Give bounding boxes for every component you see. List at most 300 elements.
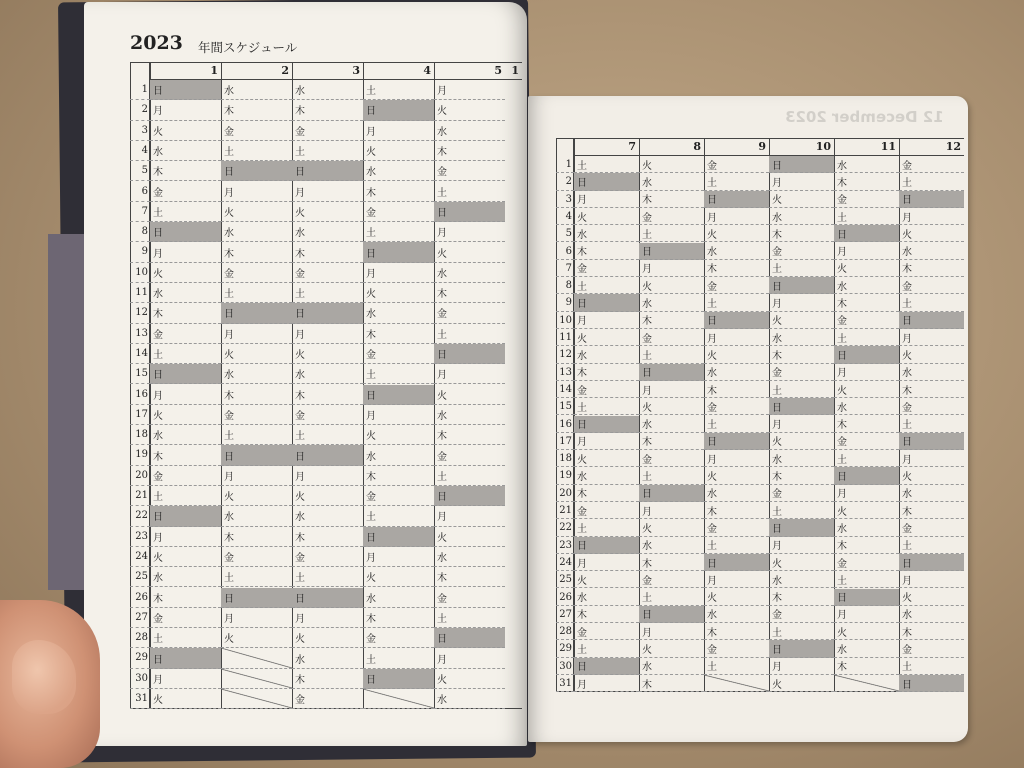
day-cell[interactable]: 月 [704, 329, 769, 346]
day-cell[interactable]: 木 [899, 623, 964, 640]
day-cell[interactable]: 日 [292, 445, 363, 465]
day-cell[interactable]: 月 [899, 571, 964, 588]
day-cell[interactable]: 土 [704, 173, 769, 190]
day-cell[interactable]: 水 [221, 80, 292, 100]
day-cell[interactable]: 土 [150, 628, 221, 648]
day-cell[interactable]: 木 [292, 669, 363, 689]
day-cell[interactable]: 日 [434, 202, 505, 222]
day-cell[interactable]: 土 [292, 283, 363, 303]
day-cell[interactable]: 金 [704, 640, 769, 657]
day-cell[interactable]: 火 [639, 277, 704, 294]
day-cell[interactable]: 日 [574, 416, 639, 433]
day-cell[interactable]: 日 [834, 589, 899, 606]
day-cell[interactable]: 水 [834, 640, 899, 657]
day-cell[interactable]: 木 [639, 191, 704, 208]
day-cell[interactable]: 土 [574, 156, 639, 173]
day-cell[interactable]: 金 [574, 502, 639, 519]
day-cell[interactable]: 日 [769, 398, 834, 415]
day-cell[interactable]: 木 [363, 466, 434, 486]
day-cell[interactable]: 火 [834, 381, 899, 398]
day-cell[interactable]: 土 [769, 260, 834, 277]
day-cell[interactable]: 月 [834, 243, 899, 260]
day-cell[interactable]: 土 [434, 608, 505, 628]
day-cell[interactable]: 水 [639, 537, 704, 554]
day-cell[interactable]: 火 [434, 669, 505, 689]
day-cell[interactable]: 木 [639, 433, 704, 450]
day-cell[interactable]: 金 [639, 208, 704, 225]
day-cell[interactable]: 水 [899, 485, 964, 502]
day-cell[interactable]: 日 [574, 173, 639, 190]
day-cell[interactable]: 火 [769, 191, 834, 208]
day-cell[interactable]: 火 [574, 329, 639, 346]
day-cell[interactable]: 木 [834, 173, 899, 190]
day-cell[interactable]: 木 [574, 364, 639, 381]
day-cell[interactable]: 月 [363, 121, 434, 141]
day-cell[interactable]: 日 [704, 191, 769, 208]
day-cell[interactable]: 土 [704, 537, 769, 554]
day-cell[interactable]: 月 [434, 506, 505, 526]
day-cell[interactable]: 日 [150, 648, 221, 668]
day-cell[interactable]: 木 [639, 554, 704, 571]
day-cell[interactable]: 金 [899, 398, 964, 415]
day-cell[interactable]: 日 [434, 344, 505, 364]
day-cell[interactable]: 水 [434, 547, 505, 567]
day-cell[interactable]: 火 [434, 527, 505, 547]
day-cell[interactable]: 木 [899, 381, 964, 398]
day-cell[interactable]: 木 [292, 100, 363, 120]
day-cell[interactable]: 火 [150, 405, 221, 425]
day-cell[interactable]: 日 [363, 100, 434, 120]
day-cell[interactable]: 日 [899, 433, 964, 450]
day-cell[interactable]: 火 [899, 346, 964, 363]
day-cell[interactable]: 金 [899, 277, 964, 294]
day-cell[interactable]: 土 [834, 208, 899, 225]
day-cell[interactable]: 木 [574, 243, 639, 260]
day-cell[interactable]: 月 [899, 329, 964, 346]
day-cell[interactable]: 月 [434, 80, 505, 100]
day-cell[interactable]: 金 [221, 547, 292, 567]
day-cell[interactable]: 日 [639, 364, 704, 381]
day-cell[interactable]: 日 [899, 191, 964, 208]
day-cell[interactable]: 日 [434, 486, 505, 506]
day-cell[interactable]: 金 [292, 689, 363, 709]
day-cell[interactable]: 木 [150, 303, 221, 323]
day-cell[interactable]: 金 [363, 628, 434, 648]
day-cell[interactable]: 日 [292, 588, 363, 608]
day-cell[interactable]: 火 [292, 628, 363, 648]
day-cell[interactable]: 土 [574, 519, 639, 536]
day-cell[interactable]: 金 [834, 312, 899, 329]
day-cell[interactable]: 木 [834, 658, 899, 675]
day-cell[interactable]: 日 [221, 588, 292, 608]
day-cell[interactable]: 火 [150, 689, 221, 709]
day-cell[interactable]: 月 [769, 537, 834, 554]
day-cell[interactable]: 月 [769, 416, 834, 433]
day-cell[interactable]: 日 [363, 669, 434, 689]
day-cell[interactable]: 月 [221, 466, 292, 486]
day-cell[interactable]: 月 [150, 100, 221, 120]
day-cell[interactable]: 日 [769, 519, 834, 536]
day-cell[interactable]: 火 [150, 547, 221, 567]
day-cell[interactable]: 月 [292, 466, 363, 486]
day-cell[interactable]: 月 [639, 502, 704, 519]
day-cell[interactable]: 木 [574, 606, 639, 623]
day-cell[interactable]: 水 [292, 222, 363, 242]
day-cell[interactable]: 金 [834, 191, 899, 208]
day-cell[interactable]: 木 [434, 141, 505, 161]
day-cell[interactable]: 火 [574, 450, 639, 467]
day-cell[interactable]: 火 [150, 121, 221, 141]
day-cell[interactable]: 水 [574, 346, 639, 363]
day-cell[interactable]: 土 [639, 467, 704, 484]
day-cell[interactable]: 火 [769, 433, 834, 450]
day-cell[interactable]: 金 [704, 519, 769, 536]
day-cell[interactable]: 土 [363, 80, 434, 100]
day-cell[interactable]: 水 [834, 156, 899, 173]
day-cell[interactable]: 水 [639, 416, 704, 433]
day-cell[interactable]: 火 [292, 344, 363, 364]
day-cell[interactable]: 月 [769, 658, 834, 675]
day-cell[interactable]: 土 [150, 486, 221, 506]
day-cell[interactable]: 木 [769, 589, 834, 606]
day-cell[interactable]: 水 [292, 506, 363, 526]
day-cell[interactable]: 土 [899, 416, 964, 433]
day-cell[interactable]: 月 [150, 669, 221, 689]
day-cell[interactable]: 日 [899, 554, 964, 571]
day-cell[interactable]: 火 [221, 628, 292, 648]
day-cell[interactable]: 水 [363, 303, 434, 323]
day-cell[interactable]: 土 [574, 640, 639, 657]
day-cell[interactable]: 火 [292, 486, 363, 506]
day-cell[interactable]: 金 [769, 243, 834, 260]
day-cell[interactable]: 金 [574, 381, 639, 398]
day-cell[interactable]: 火 [150, 263, 221, 283]
day-cell[interactable]: 日 [704, 312, 769, 329]
day-cell[interactable]: 月 [574, 191, 639, 208]
day-cell[interactable]: 水 [704, 243, 769, 260]
day-cell[interactable]: 木 [292, 242, 363, 262]
day-cell[interactable]: 水 [150, 141, 221, 161]
day-cell[interactable]: 水 [434, 689, 505, 709]
day-cell[interactable]: 木 [221, 100, 292, 120]
day-cell[interactable]: 木 [434, 567, 505, 587]
day-cell[interactable]: 土 [292, 425, 363, 445]
day-cell[interactable]: 日 [221, 445, 292, 465]
day-cell[interactable]: 火 [899, 467, 964, 484]
day-cell[interactable]: 木 [834, 537, 899, 554]
day-cell[interactable]: 日 [574, 537, 639, 554]
day-cell[interactable]: 木 [639, 312, 704, 329]
day-cell[interactable]: 金 [221, 121, 292, 141]
day-cell[interactable]: 月 [704, 571, 769, 588]
day-cell[interactable]: 日 [292, 161, 363, 181]
day-cell[interactable]: 金 [639, 571, 704, 588]
day-cell[interactable]: 金 [574, 260, 639, 277]
day-cell[interactable]: 日 [769, 156, 834, 173]
day-cell[interactable]: 木 [769, 467, 834, 484]
day-cell[interactable]: 木 [704, 381, 769, 398]
day-cell[interactable]: 木 [769, 225, 834, 242]
day-cell[interactable]: 木 [704, 502, 769, 519]
day-cell[interactable]: 土 [769, 381, 834, 398]
day-cell[interactable]: 月 [834, 606, 899, 623]
day-cell[interactable]: 土 [221, 567, 292, 587]
day-cell[interactable]: 日 [639, 485, 704, 502]
day-cell[interactable]: 月 [574, 675, 639, 692]
day-cell[interactable]: 土 [704, 416, 769, 433]
day-cell[interactable]: 火 [221, 344, 292, 364]
day-cell[interactable]: 木 [150, 588, 221, 608]
day-cell[interactable]: 土 [221, 283, 292, 303]
day-cell[interactable]: 木 [221, 527, 292, 547]
day-cell[interactable]: 火 [639, 398, 704, 415]
day-cell[interactable]: 土 [834, 571, 899, 588]
day-cell[interactable]: 日 [574, 658, 639, 675]
day-cell[interactable]: 土 [434, 324, 505, 344]
day-cell[interactable]: 金 [769, 606, 834, 623]
day-cell[interactable]: 土 [769, 502, 834, 519]
day-cell[interactable]: 木 [639, 675, 704, 692]
day-cell[interactable]: 土 [434, 466, 505, 486]
day-cell[interactable]: 火 [639, 640, 704, 657]
day-cell[interactable]: 月 [150, 242, 221, 262]
day-cell[interactable]: 土 [704, 658, 769, 675]
day-cell[interactable]: 水 [834, 398, 899, 415]
day-cell[interactable]: 水 [639, 294, 704, 311]
day-cell[interactable]: 金 [834, 554, 899, 571]
day-cell[interactable]: 火 [221, 202, 292, 222]
day-cell[interactable]: 金 [150, 324, 221, 344]
day-cell[interactable]: 水 [434, 263, 505, 283]
day-cell[interactable]: 木 [574, 485, 639, 502]
day-cell[interactable]: 水 [769, 329, 834, 346]
day-cell[interactable]: 火 [363, 141, 434, 161]
day-cell[interactable]: 火 [574, 571, 639, 588]
day-cell[interactable]: 日 [574, 294, 639, 311]
day-cell[interactable]: 月 [221, 608, 292, 628]
day-cell[interactable]: 月 [899, 450, 964, 467]
day-cell[interactable]: 木 [363, 608, 434, 628]
day-cell[interactable]: 水 [769, 208, 834, 225]
day-cell[interactable]: 火 [769, 312, 834, 329]
day-cell[interactable]: 金 [292, 547, 363, 567]
day-cell[interactable]: 日 [639, 243, 704, 260]
day-cell[interactable]: 日 [834, 346, 899, 363]
day-cell[interactable]: 木 [363, 324, 434, 344]
day-cell[interactable]: 水 [434, 405, 505, 425]
day-cell[interactable]: 火 [704, 467, 769, 484]
day-cell[interactable]: 水 [363, 445, 434, 465]
day-cell[interactable]: 水 [704, 606, 769, 623]
day-cell[interactable]: 月 [150, 527, 221, 547]
day-cell[interactable]: 日 [292, 303, 363, 323]
day-cell[interactable]: 火 [434, 385, 505, 405]
day-cell[interactable]: 金 [150, 608, 221, 628]
day-cell[interactable]: 月 [292, 324, 363, 344]
day-cell[interactable]: 水 [221, 222, 292, 242]
day-cell[interactable]: 水 [704, 485, 769, 502]
day-cell[interactable]: 日 [769, 277, 834, 294]
day-cell[interactable]: 月 [363, 263, 434, 283]
day-cell[interactable]: 金 [899, 156, 964, 173]
day-cell[interactable]: 水 [574, 467, 639, 484]
day-cell[interactable]: 火 [434, 242, 505, 262]
day-cell[interactable]: 日 [363, 385, 434, 405]
day-cell[interactable]: 月 [574, 312, 639, 329]
day-cell[interactable]: 月 [363, 405, 434, 425]
day-cell[interactable]: 月 [639, 623, 704, 640]
day-cell[interactable]: 金 [292, 263, 363, 283]
day-cell[interactable]: 木 [769, 346, 834, 363]
day-cell[interactable]: 金 [769, 485, 834, 502]
day-cell[interactable]: 月 [834, 485, 899, 502]
day-cell[interactable]: 土 [363, 648, 434, 668]
day-cell[interactable]: 月 [574, 554, 639, 571]
day-cell[interactable]: 日 [150, 506, 221, 526]
day-cell[interactable]: 日 [363, 242, 434, 262]
day-cell[interactable]: 金 [150, 182, 221, 202]
day-cell[interactable]: 月 [639, 260, 704, 277]
day-cell[interactable]: 木 [899, 502, 964, 519]
day-cell[interactable]: 火 [292, 202, 363, 222]
day-cell[interactable]: 水 [574, 589, 639, 606]
day-cell[interactable]: 土 [834, 450, 899, 467]
day-cell[interactable]: 水 [363, 588, 434, 608]
day-cell[interactable]: 土 [363, 364, 434, 384]
day-cell[interactable]: 土 [292, 141, 363, 161]
day-cell[interactable]: 火 [221, 486, 292, 506]
day-cell[interactable]: 金 [899, 640, 964, 657]
day-cell[interactable]: 金 [363, 202, 434, 222]
day-cell[interactable]: 土 [899, 173, 964, 190]
day-cell[interactable]: 水 [899, 606, 964, 623]
day-cell[interactable]: 水 [639, 173, 704, 190]
day-cell[interactable]: 土 [639, 589, 704, 606]
day-cell[interactable]: 月 [434, 222, 505, 242]
day-cell[interactable]: 月 [574, 433, 639, 450]
day-cell[interactable]: 月 [639, 381, 704, 398]
day-cell[interactable]: 土 [574, 277, 639, 294]
day-cell[interactable]: 火 [769, 675, 834, 692]
day-cell[interactable]: 月 [221, 324, 292, 344]
day-cell[interactable]: 金 [574, 623, 639, 640]
day-cell[interactable]: 木 [150, 161, 221, 181]
day-cell[interactable]: 土 [363, 506, 434, 526]
day-cell[interactable]: 火 [834, 502, 899, 519]
day-cell[interactable]: 水 [292, 648, 363, 668]
day-cell[interactable]: 金 [434, 161, 505, 181]
day-cell[interactable]: 木 [899, 260, 964, 277]
day-cell[interactable]: 日 [150, 364, 221, 384]
day-cell[interactable]: 木 [434, 425, 505, 445]
day-cell[interactable]: 水 [150, 567, 221, 587]
day-cell[interactable]: 金 [639, 450, 704, 467]
day-cell[interactable]: 水 [704, 364, 769, 381]
day-cell[interactable]: 火 [704, 346, 769, 363]
day-cell[interactable]: 木 [292, 385, 363, 405]
day-cell[interactable]: 水 [834, 277, 899, 294]
day-cell[interactable]: 木 [363, 182, 434, 202]
day-cell[interactable]: 日 [834, 467, 899, 484]
day-cell[interactable]: 土 [150, 344, 221, 364]
day-cell[interactable]: 水 [434, 121, 505, 141]
day-cell[interactable]: 水 [150, 283, 221, 303]
day-cell[interactable]: 月 [704, 208, 769, 225]
day-cell[interactable]: 金 [704, 156, 769, 173]
day-cell[interactable]: 水 [834, 519, 899, 536]
day-cell[interactable]: 木 [834, 416, 899, 433]
day-cell[interactable]: 土 [292, 567, 363, 587]
day-cell[interactable]: 火 [574, 208, 639, 225]
day-cell[interactable]: 水 [639, 658, 704, 675]
day-cell[interactable]: 日 [221, 161, 292, 181]
day-cell[interactable]: 火 [704, 225, 769, 242]
day-cell[interactable]: 金 [221, 405, 292, 425]
day-cell[interactable]: 土 [363, 222, 434, 242]
day-cell[interactable]: 水 [221, 364, 292, 384]
day-cell[interactable]: 水 [292, 364, 363, 384]
day-cell[interactable]: 水 [363, 161, 434, 181]
day-cell[interactable]: 月 [899, 208, 964, 225]
day-cell[interactable]: 土 [704, 294, 769, 311]
day-cell[interactable]: 火 [639, 156, 704, 173]
day-cell[interactable]: 水 [150, 425, 221, 445]
day-cell[interactable]: 水 [221, 506, 292, 526]
day-cell[interactable]: 土 [639, 346, 704, 363]
day-cell[interactable]: 日 [221, 303, 292, 323]
day-cell[interactable]: 土 [150, 202, 221, 222]
day-cell[interactable]: 金 [769, 364, 834, 381]
day-cell[interactable]: 火 [834, 623, 899, 640]
day-cell[interactable]: 金 [834, 433, 899, 450]
day-cell[interactable]: 火 [834, 260, 899, 277]
day-cell[interactable]: 火 [769, 554, 834, 571]
day-cell[interactable]: 火 [704, 589, 769, 606]
day-cell[interactable]: 木 [221, 385, 292, 405]
day-cell[interactable]: 水 [899, 364, 964, 381]
day-cell[interactable]: 火 [363, 283, 434, 303]
day-cell[interactable]: 日 [899, 675, 964, 692]
day-cell[interactable]: 木 [704, 623, 769, 640]
day-cell[interactable]: 日 [769, 640, 834, 657]
day-cell[interactable]: 金 [150, 466, 221, 486]
day-cell[interactable]: 月 [704, 450, 769, 467]
day-cell[interactable]: 火 [639, 519, 704, 536]
day-cell[interactable]: 月 [769, 173, 834, 190]
day-cell[interactable]: 月 [834, 364, 899, 381]
day-cell[interactable]: 水 [769, 450, 834, 467]
day-cell[interactable]: 土 [834, 329, 899, 346]
day-cell[interactable]: 木 [150, 445, 221, 465]
day-cell[interactable]: 火 [363, 567, 434, 587]
day-cell[interactable]: 土 [574, 398, 639, 415]
day-cell[interactable]: 日 [363, 527, 434, 547]
day-cell[interactable]: 月 [292, 608, 363, 628]
day-cell[interactable]: 土 [899, 294, 964, 311]
day-cell[interactable]: 月 [363, 547, 434, 567]
day-cell[interactable]: 火 [899, 589, 964, 606]
day-cell[interactable]: 金 [363, 344, 434, 364]
day-cell[interactable]: 土 [769, 623, 834, 640]
day-cell[interactable]: 日 [704, 433, 769, 450]
day-cell[interactable]: 日 [899, 312, 964, 329]
day-cell[interactable]: 土 [221, 141, 292, 161]
day-cell[interactable]: 月 [221, 182, 292, 202]
day-cell[interactable]: 金 [434, 588, 505, 608]
day-cell[interactable]: 木 [434, 283, 505, 303]
day-cell[interactable]: 土 [639, 225, 704, 242]
day-cell[interactable]: 金 [704, 398, 769, 415]
